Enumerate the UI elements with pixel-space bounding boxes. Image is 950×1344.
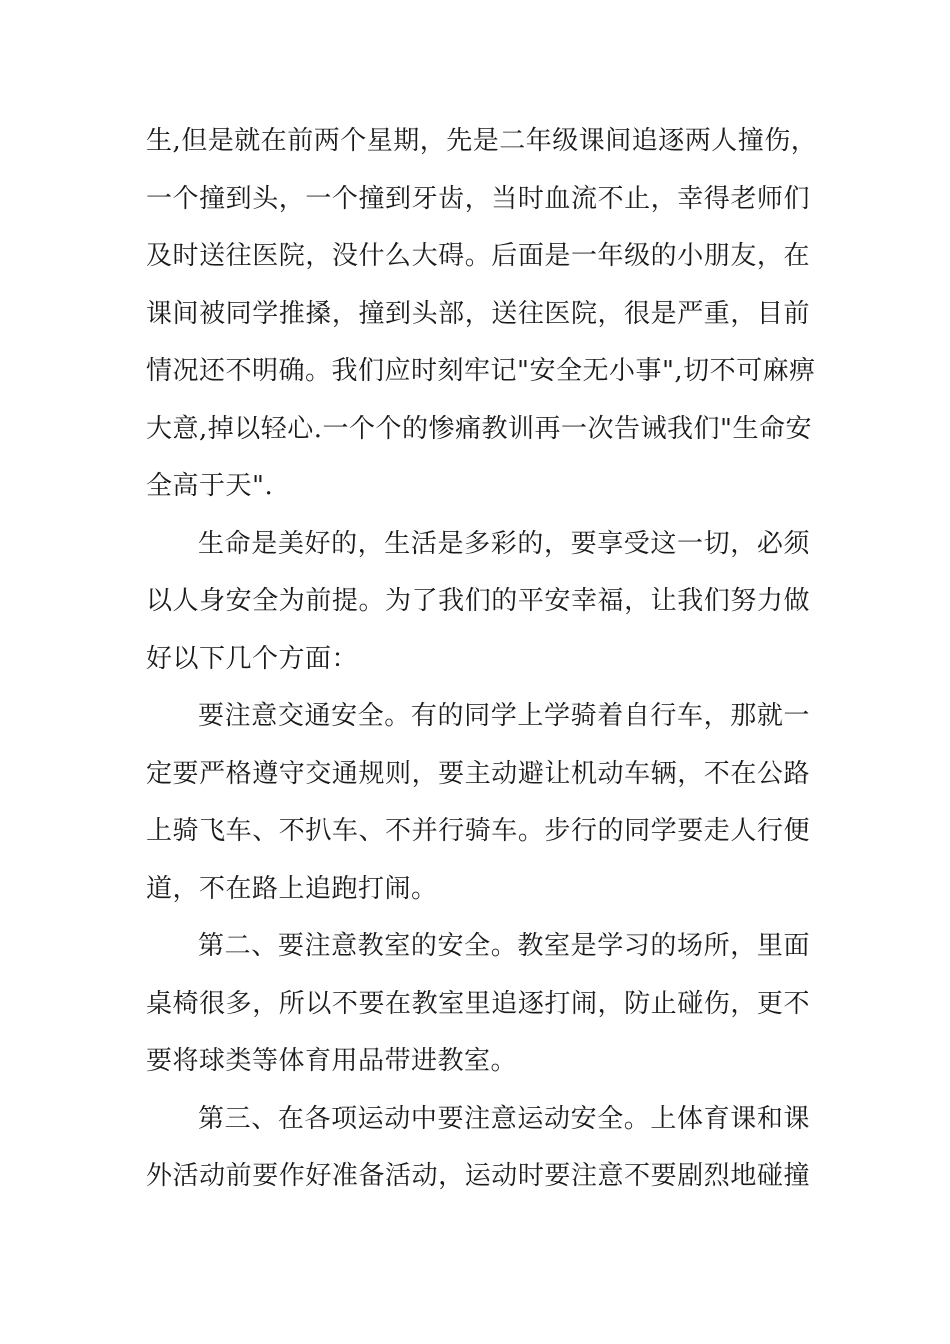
paragraph-5-line-1: 第三、在各项运动中要注意运动安全。上体育课和课 xyxy=(198,1104,810,1134)
paragraph-2-line-1: 生命是美好的，生活是多彩的，要享受这一切，必须 xyxy=(198,529,810,559)
paragraph-1-line-6: 大意,掉以轻心.一个个的惨痛教训再一次告诫我们"生命安 xyxy=(146,414,812,444)
paragraph-3-line-2: 定要严格遵守交通规则，要主动避让机动车辆，不在公路 xyxy=(146,759,810,789)
paragraph-4-line-3: 要将球类等体育用品带进教室。 xyxy=(146,1046,518,1076)
paragraph-3-line-3: 上骑飞车、不扒车、不并行骑车。步行的同学要走人行便 xyxy=(146,816,810,846)
paragraph-4-line-2: 桌椅很多，所以不要在教室里追逐打闹，防止碰伤，更不 xyxy=(146,989,810,1019)
paragraph-1-line-5: 情况还不明确。我们应时刻牢记"安全无小事",切不可麻痹 xyxy=(146,356,816,386)
paragraph-2-line-2: 以人身安全为前提。为了我们的平安幸福，让我们努力做 xyxy=(146,586,810,616)
paragraph-3-line-1: 要注意交通安全。有的同学上学骑着自行车，那就一 xyxy=(198,701,810,731)
paragraph-4-line-1: 第二、要注意教室的安全。教室是学习的场所，里面 xyxy=(198,931,810,961)
paragraph-2-line-3: 好以下几个方面： xyxy=(146,644,359,674)
paragraph-5-line-2: 外活动前要作好准备活动，运动时要注意不要剧烈地碰撞 xyxy=(146,1161,810,1191)
paragraph-1-line-4: 课间被同学推搡，撞到头部，送往医院，很是严重，目前 xyxy=(146,299,810,329)
paragraph-3-line-4: 道，不在路上追跑打闹。 xyxy=(146,874,438,904)
paragraph-1-line-7: 全高于天". xyxy=(146,471,274,501)
paragraph-1-line-3: 及时送往医院，没什么大碍。后面是一年级的小朋友，在 xyxy=(146,241,810,271)
paragraph-1-line-2: 一个撞到头，一个撞到牙齿，当时血流不止，幸得老师们 xyxy=(146,184,810,214)
paragraph-1-line-1: 生,但是就在前两个星期，先是二年级课间追逐两人撞伤， xyxy=(146,126,818,156)
